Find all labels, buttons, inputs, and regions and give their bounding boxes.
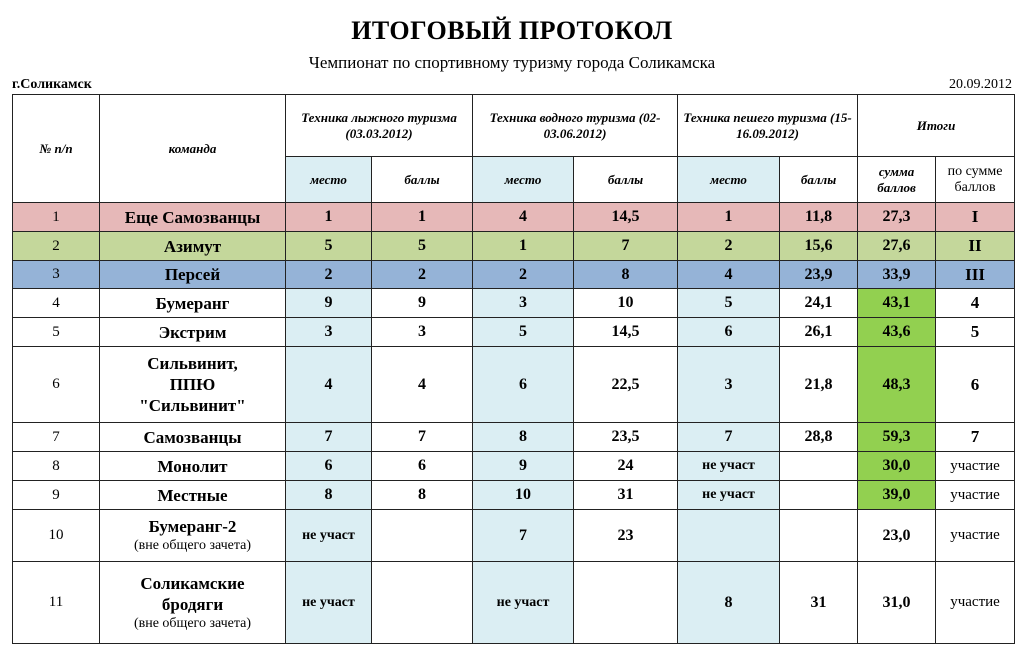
team-name-text: Местные bbox=[157, 485, 228, 505]
ski-points: 8 bbox=[372, 481, 473, 510]
team-name bbox=[100, 423, 286, 452]
hiking-place: 5 bbox=[678, 289, 780, 318]
row-number: 3 bbox=[13, 261, 100, 289]
final-rank: участие bbox=[936, 562, 1015, 644]
ski-points: 7 bbox=[372, 423, 473, 452]
table-row bbox=[13, 203, 1015, 232]
table-row bbox=[13, 562, 1015, 644]
final-rank: участие bbox=[936, 510, 1015, 562]
hiking-place: 2 bbox=[678, 232, 780, 261]
date-label: 20.09.2012 bbox=[949, 77, 1012, 92]
subheader-water-place: место bbox=[473, 157, 574, 203]
water-place: 8 bbox=[473, 423, 574, 452]
water-points: 8 bbox=[574, 261, 678, 289]
subheader-hiking-points: баллы bbox=[780, 157, 858, 203]
final-rank: 7 bbox=[936, 423, 1015, 452]
page-subtitle: Чемпионат по спортивному туризму города Соликамска bbox=[308, 53, 716, 72]
water-points: 24 bbox=[574, 452, 678, 481]
ski-points: 2 bbox=[372, 261, 473, 289]
hiking-place: не участ bbox=[678, 481, 780, 510]
col-header-water: Техника водного туризма (02-03.06.2012) bbox=[473, 95, 678, 157]
ski-place: не участ bbox=[286, 510, 372, 562]
water-place: не участ bbox=[473, 562, 574, 644]
col-header-num: № п/п bbox=[13, 95, 100, 203]
ski-points: 4 bbox=[372, 347, 473, 423]
hiking-place: 8 bbox=[678, 562, 780, 644]
team-name bbox=[100, 452, 286, 481]
team-name-text: Бумеранг-2 bbox=[148, 517, 237, 536]
sum-points: 43,6 bbox=[858, 318, 936, 347]
table-row bbox=[13, 261, 1015, 289]
team-name-text: Бумеранг bbox=[155, 293, 230, 313]
ski-place: 8 bbox=[286, 481, 372, 510]
ski-points: 1 bbox=[372, 203, 473, 232]
water-points: 10 bbox=[574, 289, 678, 318]
row-number: 10 bbox=[13, 510, 100, 562]
table-row bbox=[13, 452, 1015, 481]
team-name-text: Монолит bbox=[157, 456, 228, 476]
sum-points: 39,0 bbox=[858, 481, 936, 510]
team-name-line: Сильвинит, bbox=[147, 354, 238, 373]
ski-place: 1 bbox=[286, 203, 372, 232]
team-name bbox=[100, 232, 286, 261]
ski-points: 5 bbox=[372, 232, 473, 261]
water-points: 14,5 bbox=[574, 203, 678, 232]
ski-place: 9 bbox=[286, 289, 372, 318]
water-place: 6 bbox=[473, 347, 574, 423]
sum-points: 31,0 bbox=[858, 562, 936, 644]
water-place: 7 bbox=[473, 510, 574, 562]
sum-points: 23,0 bbox=[858, 510, 936, 562]
ski-place: 5 bbox=[286, 232, 372, 261]
subheader-by-sum: по сумме баллов bbox=[936, 157, 1015, 203]
table-row bbox=[13, 318, 1015, 347]
water-points: 23,5 bbox=[574, 423, 678, 452]
hiking-place: 6 bbox=[678, 318, 780, 347]
water-place: 9 bbox=[473, 452, 574, 481]
hiking-points bbox=[780, 452, 858, 481]
table-row bbox=[13, 510, 1015, 562]
team-name-text: Экстрим bbox=[158, 322, 227, 342]
final-rank: участие bbox=[936, 452, 1015, 481]
hiking-place bbox=[678, 510, 780, 562]
sum-points: 48,3 bbox=[858, 347, 936, 423]
sum-points: 27,3 bbox=[858, 203, 936, 232]
hiking-points: 21,8 bbox=[780, 347, 858, 423]
page-title: ИТОГОВЫЙ ПРОТОКОЛ bbox=[351, 16, 673, 45]
sum-points: 27,6 bbox=[858, 232, 936, 261]
team-name bbox=[100, 203, 286, 232]
water-points bbox=[574, 562, 678, 644]
sum-points: 43,1 bbox=[858, 289, 936, 318]
team-name-text: Персей bbox=[164, 265, 221, 284]
ski-points bbox=[372, 562, 473, 644]
team-name-line: Соликамские bbox=[140, 573, 245, 593]
table-row bbox=[13, 232, 1015, 261]
row-number: 2 bbox=[13, 232, 100, 261]
team-name bbox=[100, 562, 286, 644]
row-number: 6 bbox=[13, 347, 100, 423]
col-header-totals: Итоги bbox=[858, 95, 1015, 157]
table-row bbox=[13, 423, 1015, 452]
final-rank: I bbox=[936, 203, 1015, 232]
team-note: (вне общего зачета) bbox=[133, 615, 252, 631]
team-note: (вне общего зачета) bbox=[133, 538, 252, 553]
final-rank: II bbox=[936, 232, 1015, 261]
table-row bbox=[13, 347, 1015, 423]
water-place: 5 bbox=[473, 318, 574, 347]
row-number: 1 bbox=[13, 203, 100, 232]
col-header-ski: Техника лыжного туризма (03.03.2012) bbox=[286, 95, 473, 157]
subheader-ski-points: баллы bbox=[372, 157, 473, 203]
hiking-points: 11,8 bbox=[780, 203, 858, 232]
row-number: 8 bbox=[13, 452, 100, 481]
hiking-place: 1 bbox=[678, 203, 780, 232]
water-place: 10 bbox=[473, 481, 574, 510]
water-points: 22,5 bbox=[574, 347, 678, 423]
hiking-points bbox=[780, 481, 858, 510]
col-header-hiking: Техника пешего туризма (15-16.09.2012) bbox=[678, 95, 858, 157]
subheader-ski-place: место bbox=[286, 157, 372, 203]
sum-points: 30,0 bbox=[858, 452, 936, 481]
final-rank: III bbox=[936, 261, 1015, 289]
hiking-points: 26,1 bbox=[780, 318, 858, 347]
hiking-points bbox=[780, 510, 858, 562]
water-place: 3 bbox=[473, 289, 574, 318]
hiking-place: 7 bbox=[678, 423, 780, 452]
hiking-points: 28,8 bbox=[780, 423, 858, 452]
team-name bbox=[100, 347, 286, 423]
team-name-line: бродяги bbox=[161, 594, 224, 614]
subheader-sum: сумма баллов bbox=[858, 157, 936, 203]
team-name-text: Еще Самозванцы bbox=[124, 207, 261, 227]
water-points: 31 bbox=[574, 481, 678, 510]
ski-points: 3 bbox=[372, 318, 473, 347]
hiking-place: не участ bbox=[678, 452, 780, 481]
team-name-text: Азимут bbox=[163, 236, 222, 256]
hiking-place: 3 bbox=[678, 347, 780, 423]
subheader-water-points: баллы bbox=[574, 157, 678, 203]
water-place: 2 bbox=[473, 261, 574, 289]
water-place: 4 bbox=[473, 203, 574, 232]
team-name-text: Самозванцы bbox=[143, 427, 242, 447]
water-points: 14,5 bbox=[574, 318, 678, 347]
final-rank: 5 bbox=[936, 318, 1015, 347]
hiking-place: 4 bbox=[678, 261, 780, 289]
team-name bbox=[100, 289, 286, 318]
ski-place: 6 bbox=[286, 452, 372, 481]
team-name bbox=[100, 261, 286, 289]
sum-points: 59,3 bbox=[858, 423, 936, 452]
ski-place: 7 bbox=[286, 423, 372, 452]
row-number: 7 bbox=[13, 423, 100, 452]
water-points: 23 bbox=[574, 510, 678, 562]
ski-points bbox=[372, 510, 473, 562]
ski-place: 2 bbox=[286, 261, 372, 289]
final-rank: 6 bbox=[936, 347, 1015, 423]
col-header-team: команда bbox=[100, 95, 286, 203]
ski-place: не участ bbox=[286, 562, 372, 644]
team-name bbox=[100, 318, 286, 347]
final-rank: участие bbox=[936, 481, 1015, 510]
water-place: 1 bbox=[473, 232, 574, 261]
team-name-line: "Сильвинит" bbox=[139, 396, 246, 415]
ski-place: 4 bbox=[286, 347, 372, 423]
hiking-points: 31 bbox=[780, 562, 858, 644]
final-rank: 4 bbox=[936, 289, 1015, 318]
sum-points: 33,9 bbox=[858, 261, 936, 289]
ski-points: 6 bbox=[372, 452, 473, 481]
team-name bbox=[100, 510, 286, 562]
ski-points: 9 bbox=[372, 289, 473, 318]
hiking-points: 23,9 bbox=[780, 261, 858, 289]
water-points: 7 bbox=[574, 232, 678, 261]
row-number: 11 bbox=[13, 562, 100, 644]
team-name-line: ППЮ bbox=[169, 375, 216, 394]
team-name bbox=[100, 481, 286, 510]
hiking-points: 24,1 bbox=[780, 289, 858, 318]
ski-place: 3 bbox=[286, 318, 372, 347]
results-body bbox=[13, 203, 1015, 644]
results-table bbox=[12, 94, 1015, 644]
subheader-hiking-place: место bbox=[678, 157, 780, 203]
table-row bbox=[13, 289, 1015, 318]
row-number: 5 bbox=[13, 318, 100, 347]
city-label: г.Соликамск bbox=[12, 77, 92, 92]
row-number: 4 bbox=[13, 289, 100, 318]
row-number: 9 bbox=[13, 481, 100, 510]
hiking-points: 15,6 bbox=[780, 232, 858, 261]
table-row bbox=[13, 481, 1015, 510]
